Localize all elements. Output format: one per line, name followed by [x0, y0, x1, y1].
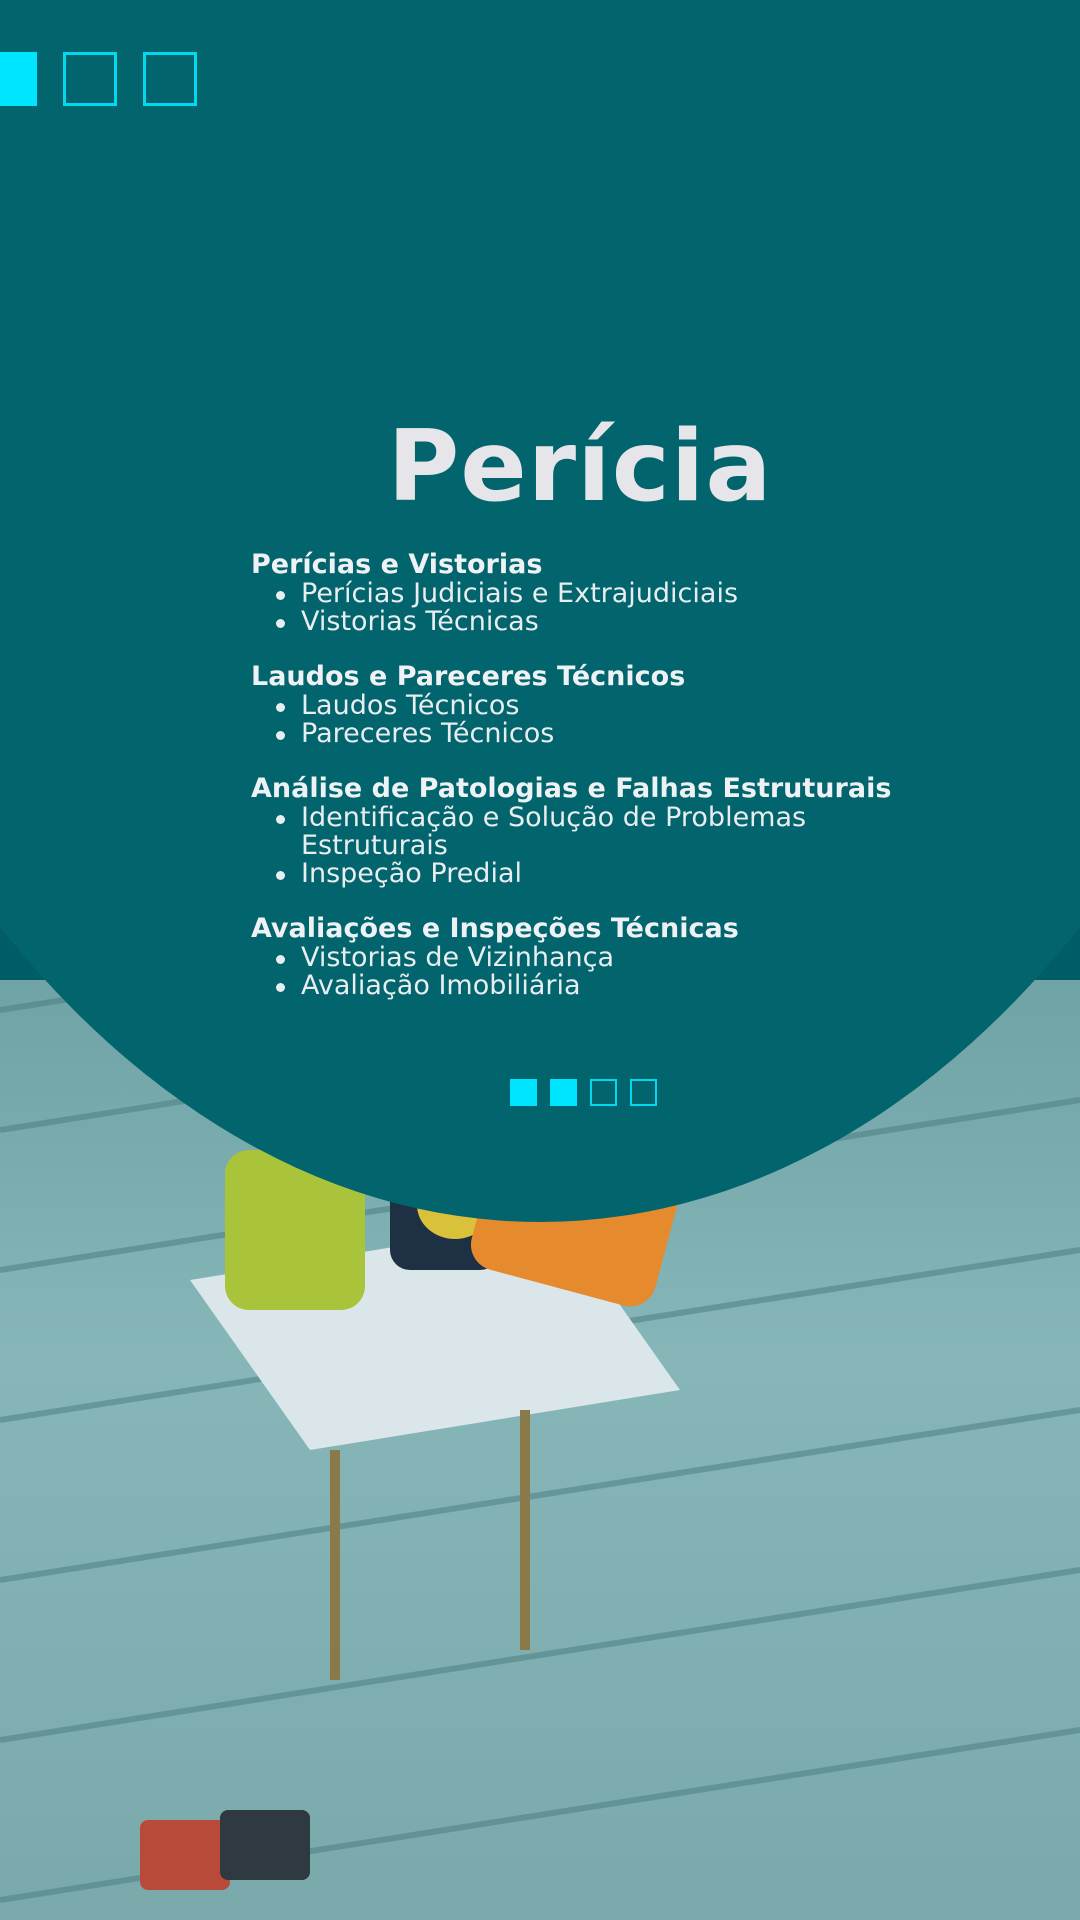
bullet-icon	[276, 703, 285, 712]
services-list	[251, 550, 1011, 1026]
list-item-label: Vistorias de Vizinhança	[301, 942, 615, 973]
square-outline-icon	[63, 52, 117, 106]
list-item	[251, 580, 1011, 608]
page-dot-filled-icon	[510, 1079, 537, 1106]
page-dot-filled-icon	[550, 1079, 577, 1106]
list-item-label: Perícias Judiciais e Extrajudiciais	[301, 578, 739, 609]
list-item	[251, 944, 1011, 972]
bullet-icon	[276, 983, 285, 992]
list-item-label: Inspeção Predial	[301, 858, 522, 889]
section-heading: Avaliações e Inspeções Técnicas	[251, 913, 739, 944]
bullet-icon	[276, 815, 285, 824]
bullet-icon	[276, 591, 285, 600]
section-heading: Análise de Patologias e Falhas Estruturais	[251, 773, 892, 804]
page-title: Perícia	[387, 410, 773, 524]
list-item	[251, 804, 901, 860]
square-filled-icon	[0, 52, 37, 106]
list-item-label: Vistorias Técnicas	[301, 606, 539, 637]
list-item-label: Pareceres Técnicos	[301, 718, 555, 749]
list-item	[251, 692, 1011, 720]
list-item	[251, 720, 1011, 748]
section-pericias-vistorias	[251, 550, 1011, 636]
section-laudos-pareceres	[251, 662, 1011, 748]
list-item-label: Identificação e Solução de Problemas Estruturais	[301, 802, 807, 861]
list-item-label: Laudos Técnicos	[301, 690, 520, 721]
list-item	[251, 972, 1011, 1000]
list-item	[251, 860, 1011, 888]
list-item-label: Avaliação Imobiliária	[301, 970, 581, 1001]
bullet-icon	[276, 871, 285, 880]
bullet-icon	[276, 731, 285, 740]
section-heading: Perícias e Vistorias	[251, 549, 543, 580]
bullet-icon	[276, 619, 285, 628]
list-item	[251, 608, 1011, 636]
bullet-icon	[276, 955, 285, 964]
section-analise-patologias	[251, 774, 1011, 888]
square-outline-icon	[143, 52, 197, 106]
page-dot-outline-icon	[630, 1079, 657, 1106]
page-dot-outline-icon	[590, 1079, 617, 1106]
section-heading: Laudos e Pareceres Técnicos	[251, 661, 686, 692]
section-avaliacoes-inspecoes	[251, 914, 1011, 1000]
